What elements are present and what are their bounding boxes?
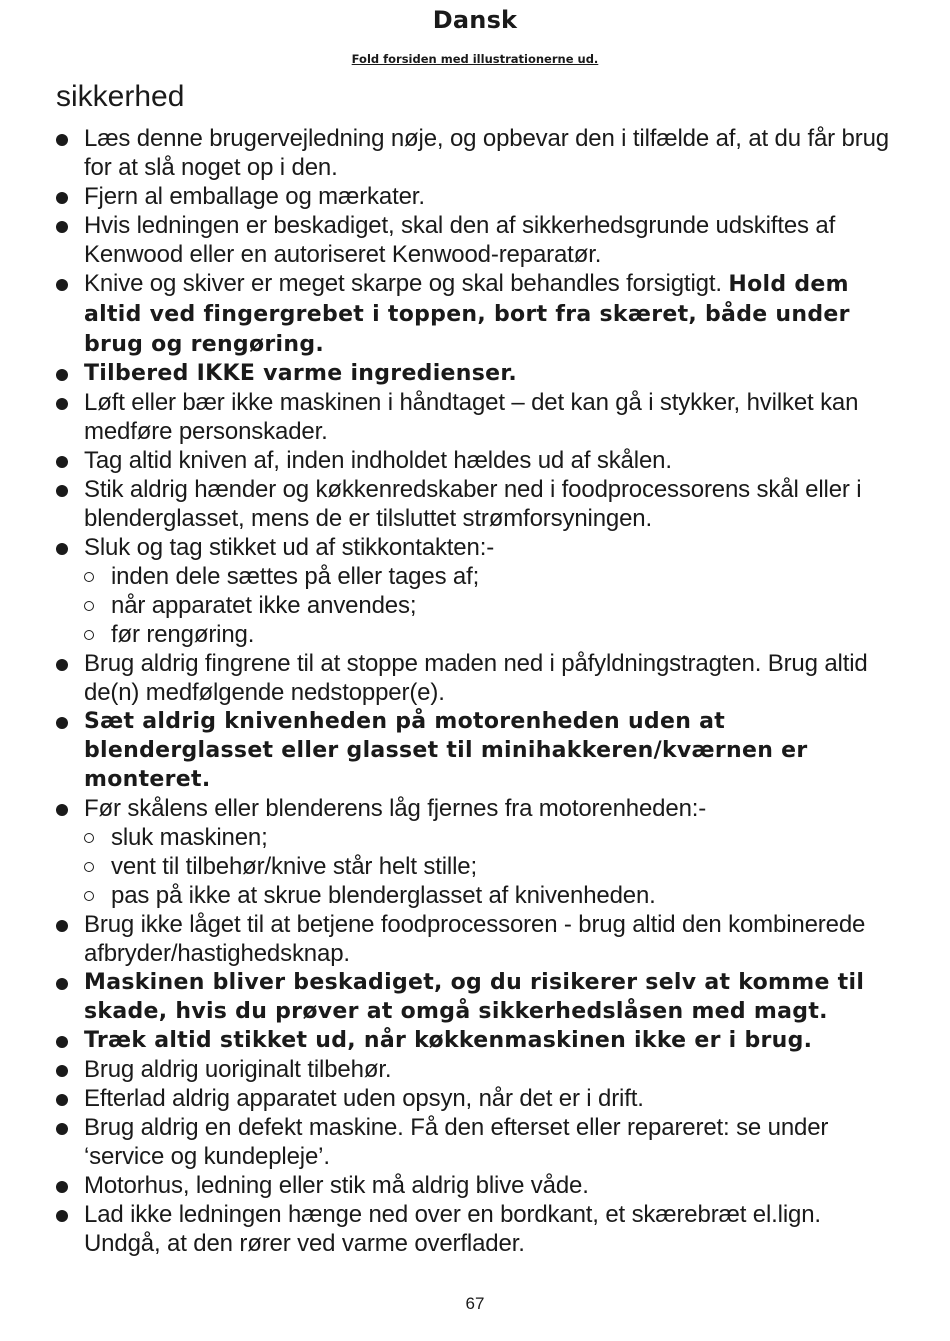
section-heading: sikkerhed bbox=[56, 80, 185, 113]
bullet-icon bbox=[56, 804, 68, 816]
sub-list-item: vent til tilbehør/knive står helt stille; bbox=[0, 852, 950, 881]
ring-bullet-icon bbox=[84, 891, 94, 901]
bullet-icon bbox=[56, 920, 68, 932]
sub-list-item: inden dele sættes på eller tages af; bbox=[0, 562, 950, 591]
bullet-icon bbox=[56, 369, 68, 381]
bullet-icon bbox=[56, 134, 68, 146]
list-item: Sluk og tag stikket ud af stikkontakten:- bbox=[0, 533, 950, 562]
list-item: Læs denne brugervejledning nøje, og opbevar den i tilfælde af, at du får brug for at slå noget op i den. bbox=[0, 124, 950, 182]
bullet-icon bbox=[56, 1065, 68, 1077]
bullet-icon bbox=[56, 456, 68, 468]
list-item: Knive og skiver er meget skarpe og skal behandles forsigtigt. Hold dem altid ved fingergrebet i toppen, bort fra skæret, både under brug og rengøring. bbox=[0, 269, 950, 359]
ring-bullet-icon bbox=[84, 601, 94, 611]
list-item: Fjern al emballage og mærkater. bbox=[0, 182, 950, 211]
ring-bullet-icon bbox=[84, 630, 94, 640]
list-item: Stik aldrig hænder og køkkenredskaber ned i foodprocessorens skål eller i blenderglasset, mens de er tilsluttet strømforsyningen. bbox=[0, 475, 950, 533]
bullet-icon bbox=[56, 1123, 68, 1135]
list-item: Brug aldrig fingrene til at stoppe maden ned i påfyldningstragten. Brug altid de(n) medfølgende nedstopper(e). bbox=[0, 649, 950, 707]
sub-list-item: pas på ikke at skrue blenderglasset af knivenheden. bbox=[0, 881, 950, 910]
list-item: Maskinen bliver beskadiget, og du risikerer selv at komme til skade, hvis du prøver at omgå sikkerhedslåsen med magt. bbox=[0, 968, 950, 1026]
bullet-icon bbox=[56, 192, 68, 204]
ring-bullet-icon bbox=[84, 572, 94, 582]
language-title: Dansk bbox=[432, 6, 518, 34]
bullet-icon bbox=[56, 659, 68, 671]
fold-instruction: Fold forsiden med illustrationerne ud. bbox=[351, 52, 599, 66]
list-item: Træk altid stikket ud, når køkkenmaskinen ikke er i brug. bbox=[0, 1026, 950, 1055]
list-item: Løft eller bær ikke maskinen i håndtaget – det kan gå i stykker, hvilket kan medføre personskader. bbox=[0, 388, 950, 446]
bullet-icon bbox=[56, 1181, 68, 1193]
bullet-icon bbox=[56, 279, 68, 291]
list-item: Tilbered IKKE varme ingredienser. bbox=[0, 359, 950, 388]
list-item: Før skålens eller blenderens låg fjernes fra motorenheden:- bbox=[0, 794, 950, 823]
list-item: Brug aldrig uoriginalt tilbehør. bbox=[0, 1055, 950, 1084]
bullet-icon bbox=[56, 1036, 68, 1048]
list-item: Efterlad aldrig apparatet uden opsyn, når det er i drift. bbox=[0, 1084, 950, 1113]
sub-list-item: før rengøring. bbox=[0, 620, 950, 649]
ring-bullet-icon bbox=[84, 833, 94, 843]
bullet-icon bbox=[56, 543, 68, 555]
list-item: Motorhus, ledning eller stik må aldrig blive våde. bbox=[0, 1171, 950, 1200]
bullet-icon bbox=[56, 978, 68, 990]
list-item: Brug ikke låget til at betjene foodprocessoren - brug altid den kombinerede afbryder/hastighedsknap. bbox=[0, 910, 950, 968]
bullet-icon bbox=[56, 221, 68, 233]
list-item: Brug aldrig en defekt maskine. Få den efterset eller repareret: se under ‘service og kundepleje’. bbox=[0, 1113, 950, 1171]
safety-list bbox=[0, 124, 950, 1258]
bullet-icon bbox=[56, 1094, 68, 1106]
sub-list-item: når apparatet ikke anvendes; bbox=[0, 591, 950, 620]
list-item: Tag altid kniven af, inden indholdet hældes ud af skålen. bbox=[0, 446, 950, 475]
ring-bullet-icon bbox=[84, 862, 94, 872]
bullet-icon bbox=[56, 717, 68, 729]
bullet-icon bbox=[56, 1210, 68, 1222]
sub-list-item: sluk maskinen; bbox=[0, 823, 950, 852]
page-number: 67 bbox=[465, 1294, 485, 1313]
list-item: Hvis ledningen er beskadiget, skal den af sikkerhedsgrunde udskiftes af Kenwood eller en autoriseret Kenwood-reparatør. bbox=[0, 211, 950, 269]
list-item: Lad ikke ledningen hænge ned over en bordkant, et skærebræt el.lign. Undgå, at den rører ved varme overflader. bbox=[0, 1200, 950, 1258]
bullet-icon bbox=[56, 398, 68, 410]
bold-warning: Hold dem altid ved fingergrebet i toppen, bort fra skæret, både under brug og rengøring. bbox=[84, 272, 850, 357]
bullet-icon bbox=[56, 485, 68, 497]
list-item: Sæt aldrig knivenheden på motorenheden uden at blenderglasset eller glasset til minihakkeren/kværnen er monteret. bbox=[0, 707, 950, 794]
